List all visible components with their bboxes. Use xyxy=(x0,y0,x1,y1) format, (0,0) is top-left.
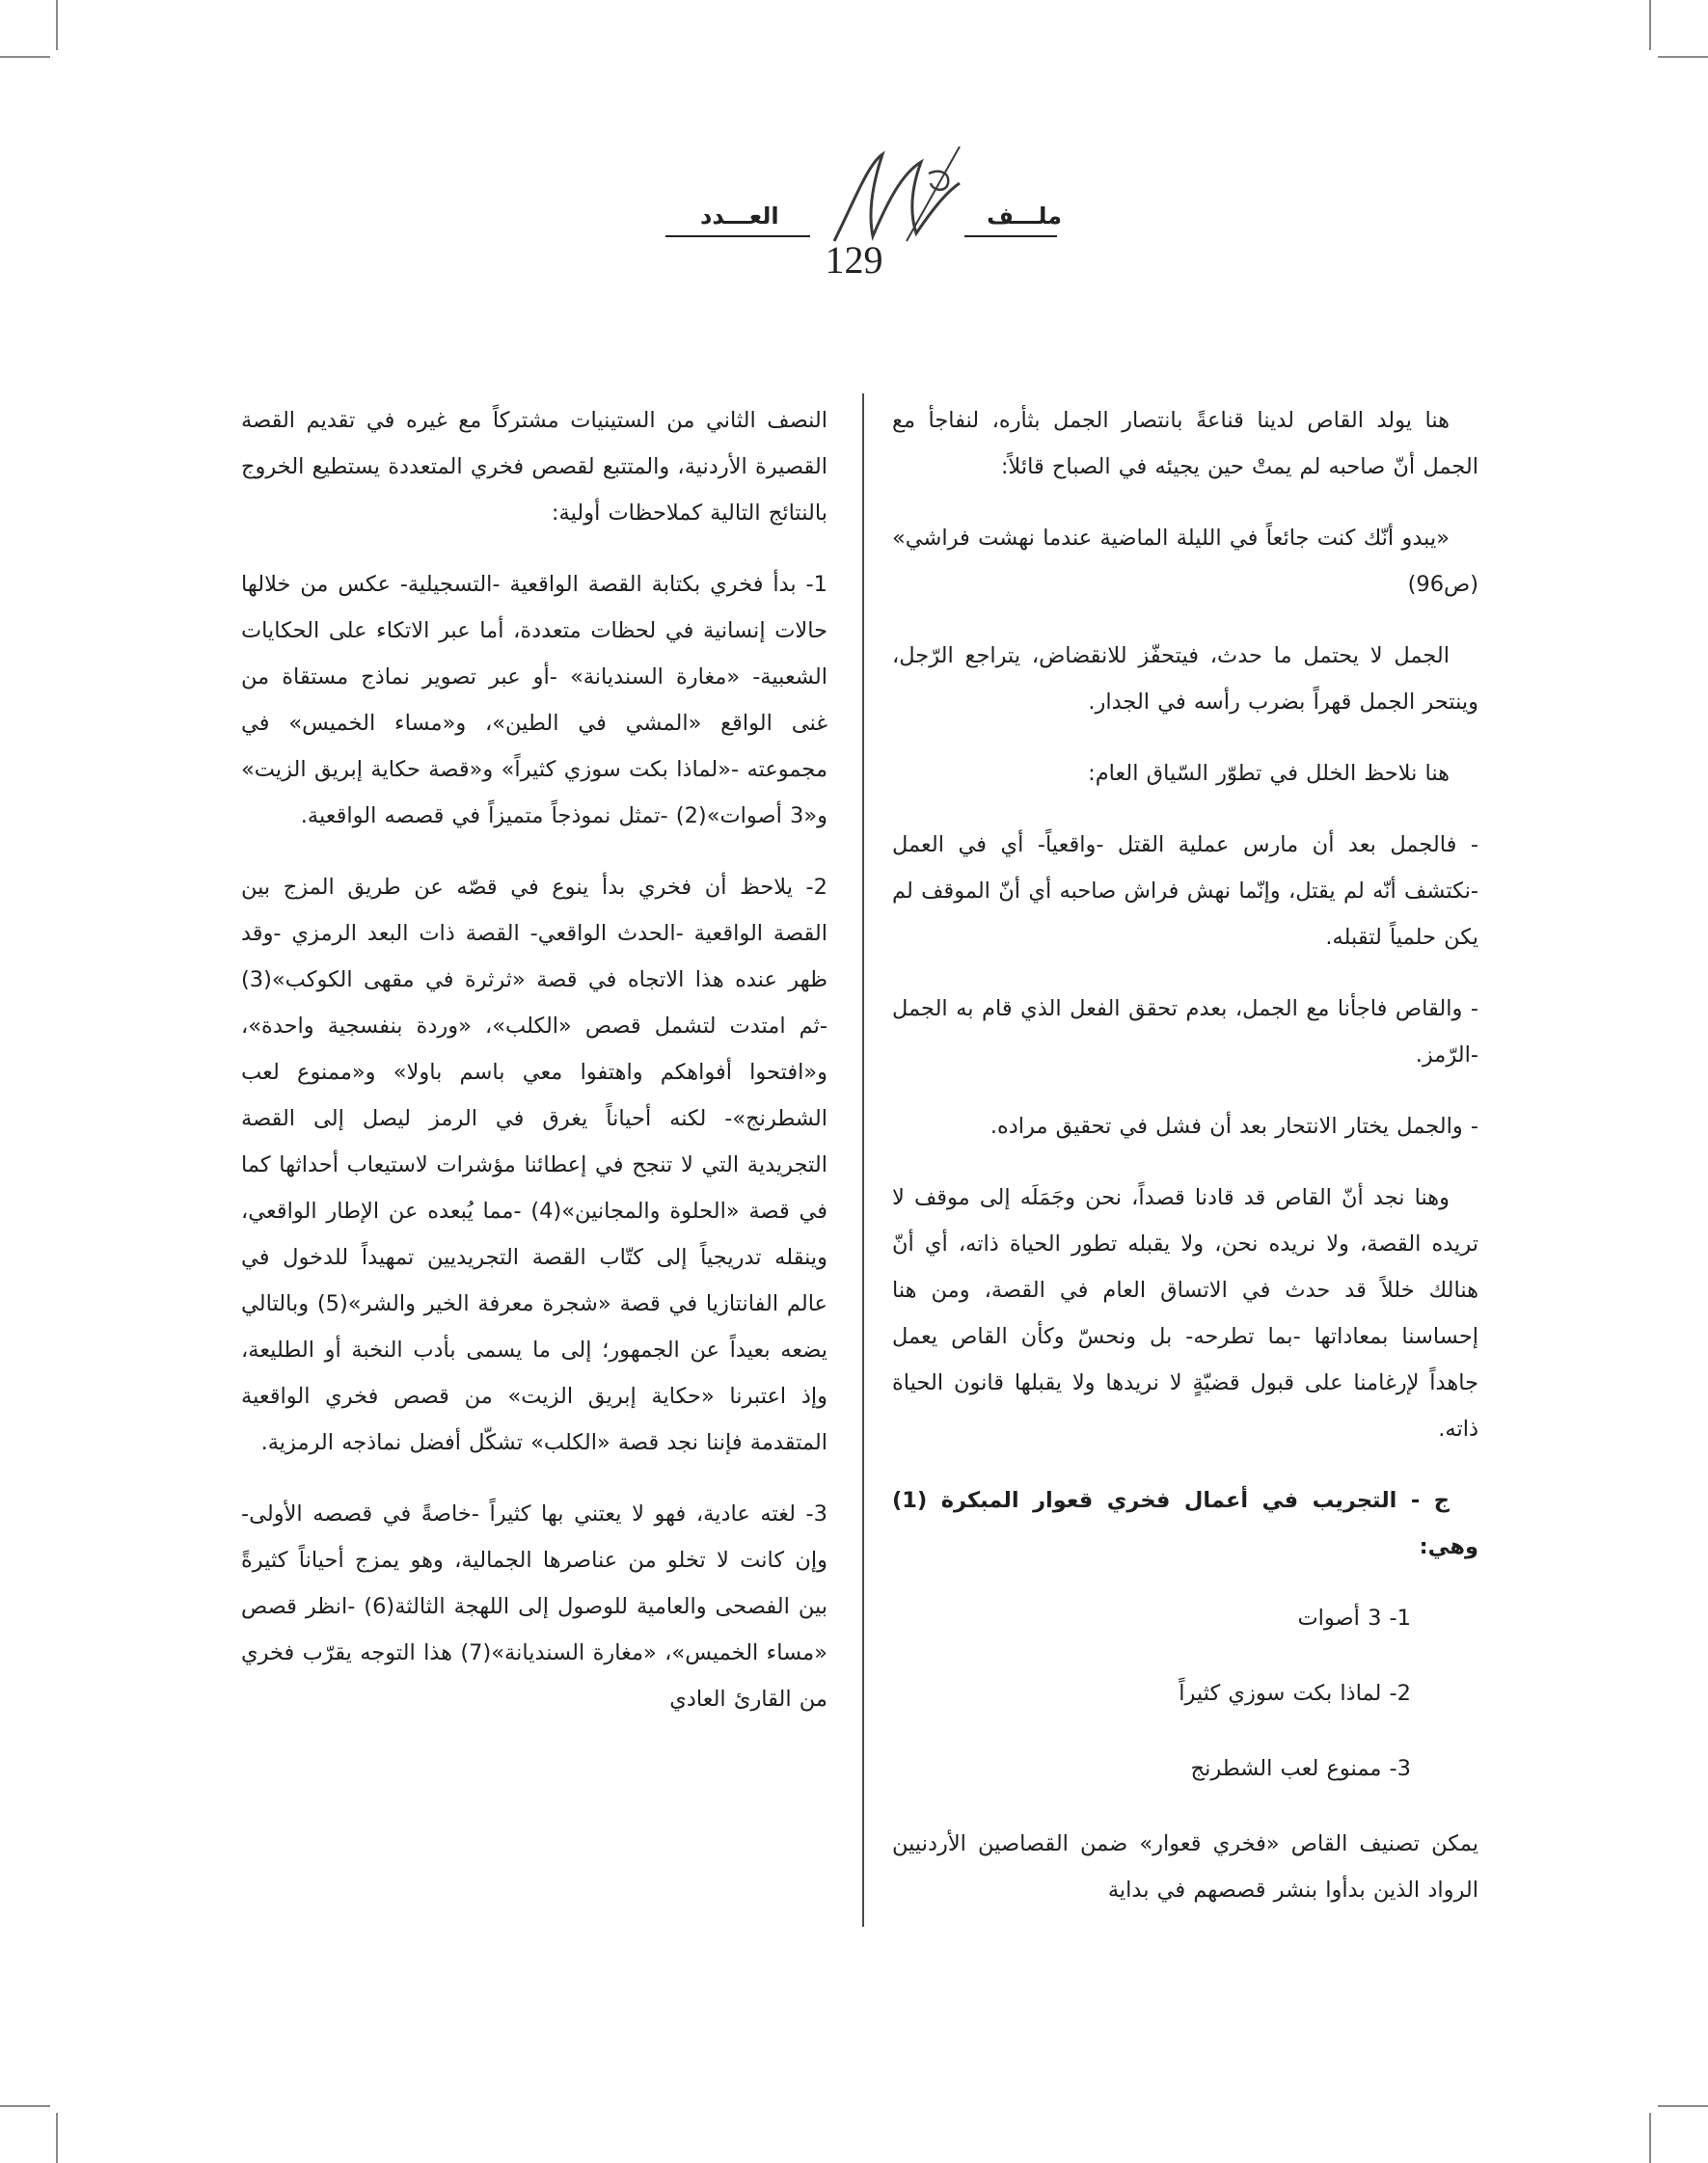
paragraph: - فالجمل بعد أن مارس عملية القتل -واقعياً- أي في العمل -نكتشف أنّه لم يقتل، وإنّما نهش فراش صاحبه أي أنّ الموقف لم يكن حلمياً لتقبله. xyxy=(892,832,1478,950)
list-item: 2- لماذا بكت سوزي كثيراً xyxy=(1179,1681,1411,1706)
paragraph: وهنا نجد أنّ القاص قد قادنا قصداً، نحن وجَمَلَه إلى موقف لا تريده القصة، ولا نريده نحن، ولا يقبله تطور الحياة ذاته، أي أنّ هنالك خللاً قد حدث في الاتساق العام في القصة، ومن هنا إحساسنا بمعاداتها -بما تطرحه- بل ونحسّ وكأن القاص يعمل جاهداً لإرغامنا على قبول قضيّةٍ لا نريدها ولا يقبلها قانون الحياة ذاته. xyxy=(892,1185,1478,1442)
paragraph: هنا يولد القاص لدينا قناعةً بانتصار الجمل بثأره، لنفاجأ مع الجمل أنّ صاحبه لم يمتْ حين يجيئه في الصباح قائلاً: xyxy=(892,408,1478,479)
crop-mark xyxy=(0,56,50,58)
crop-mark xyxy=(1649,0,1651,50)
page-header xyxy=(0,145,1708,289)
crop-mark xyxy=(1649,2113,1651,2163)
issue-label: العـــدد xyxy=(700,203,779,230)
crop-mark xyxy=(1658,56,1708,58)
crop-mark xyxy=(0,2105,50,2107)
paragraph: «يبدو أنّك كنت جائعاً في الليلة الماضية عندما نهشت فراشي» (ص96) xyxy=(892,526,1478,597)
crop-mark xyxy=(1658,2105,1708,2107)
list-item: 1- 3 أصوات xyxy=(1297,1606,1411,1631)
paragraph: - والجمل يختار الانتحار بعد أن فشل في تحقيق مراده. xyxy=(990,1114,1478,1139)
paragraph: 1- بدأ فخري بكتابة القصة الواقعية -التسجيلية- عكس من خلالها حالات إنسانية في لحظات متعددة، أما عبر الاتكاء على الحكايات الشعبية- «مغارة السنديانة» -أو عبر تصوير نماذج مستقاة من غنى الواقع «المشي في الطين»، و«مساء الخميس» في مجموعته -«لماذا بكت سوزي كثيراً» و«قصة حكاية إبريق الزيت» و«3 أصوات»(2) -تمثل نموذجاً متميزاً في قصصه الواقعية. xyxy=(241,572,827,828)
crop-mark xyxy=(56,0,58,50)
section-heading: ج - التجريب في أعمال فخري قعوار المبكرة (1) وهي: xyxy=(892,1488,1478,1559)
paragraph: النصف الثاني من الستينيات مشتركاً مع غيره في تقديم القصة القصيرة الأردنية، والمتتبع لقصص فخري المتعددة يستطيع الخروج بالنتائج التالية كملاحظات أولية: xyxy=(241,408,827,526)
crop-mark xyxy=(56,2113,58,2163)
paragraph: - والقاص فاجأنا مع الجمل، بعدم تحقق الفعل الذي قام به الجمل -الرّمز. xyxy=(892,996,1478,1068)
column-divider xyxy=(862,393,864,1927)
right-column xyxy=(892,397,1478,1938)
paragraph: 3- لغته عادية، فهو لا يعتني بها كثيراً -خاصةً في قصصه الأولى- وإن كانت لا تخلو من عناصرها الجمالية، وهو يمزج أحياناً كثيرةً بين الفصحى والعامية للوصول إلى اللهجة الثالثة(6) -انظر قصص «مساء الخميس»، «مغارة السنديانة»(7) هذا التوجه يقرّب فخري من القارئ العادي xyxy=(241,1501,827,1712)
page-number: 129 xyxy=(825,238,883,282)
paragraph: 2- يلاحظ أن فخري بدأ ينوع في قصّه عن طريق المزج بين القصة الواقعية -الحدث الواقعي- القصة ذات البعد الرمزي -وقد ظهر عنده هذا الاتجاه في قصة «ثرثرة في مقهى الكوكب»(3) -ثم امتدت لتشمل قصص «الكلب»، «وردة بنفسجية واحدة»، و«افتحوا أفواهكم واهتفوا معي باسم باولا» و«ممنوع لعب الشطرنج»- لكنه أحياناً يغرق في الرمز ليصل إلى القصة التجريدية التي لا تنجح في إعطائنا مؤشرات لاستيعاب أحداثها كما في قصة «الحلوة والمجانين»(4) -مما يُبعده عن الإطار الواقعي، وينقله تدريجياً إلى كتّاب القصة التجريديين تمهيداً للدخول في عالم الفانتازيا في قصة «شجرة معرفة الخير والشر»(5) وبالتالي يضعه بعيداً عن الجمهور؛ إلى ما يسمى بأدب النخبة أو الطليعة، وإذ اعتبرنا «حكاية إبريق الزيت» من قصص فخري الواقعية المتقدمة فإننا نجد قصة «الكلب» تشكّل أفضل نماذجه الرمزية. xyxy=(241,875,827,1455)
paragraph: الجمل لا يحتمل ما حدث، فيتحفّز للانقضاض، يتراجع الرّجل، وينتحر الجمل قهراً بضرب رأسه في الجدار. xyxy=(892,643,1478,715)
paragraph: هنا نلاحظ الخلل في تطوّر السّياق العام: xyxy=(1088,761,1450,786)
paragraph: يمكن تصنيف القاص «فخري قعوار» ضمن القصاصين الأردنيين الرواد الذين بدأوا بنشر قصصهم في بداية xyxy=(892,1831,1478,1903)
list-item: 3- ممنوع لعب الشطرنج xyxy=(1190,1756,1411,1781)
section-title: ملـــف xyxy=(987,203,1062,230)
left-column xyxy=(241,397,827,1747)
